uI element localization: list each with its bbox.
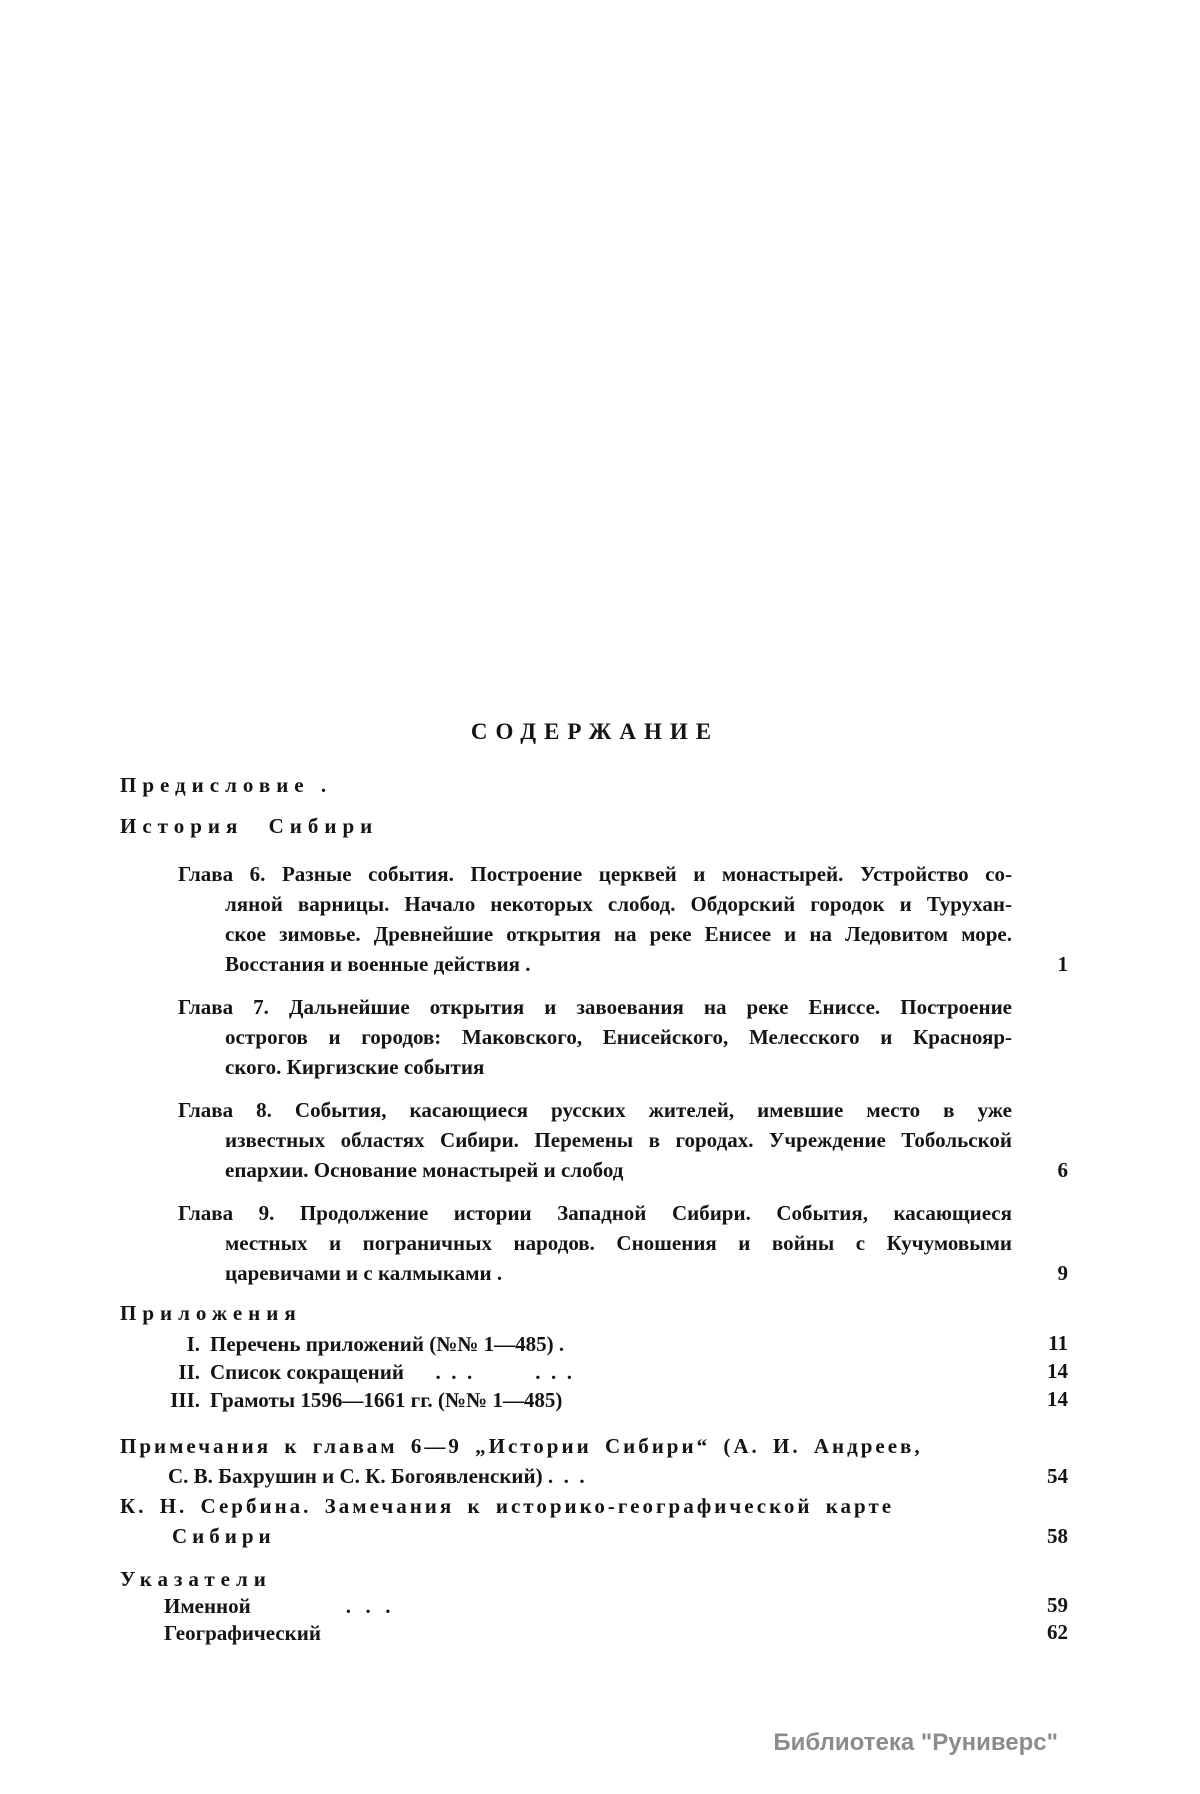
- page-number: 14: [1047, 1359, 1068, 1383]
- roman-numeral: III.: [170, 1388, 200, 1412]
- toc-entry-notes: [120, 1431, 1070, 1491]
- chapter-line: Глава 6. Разные события. Построение церквей и монастырей. Устройство со-: [178, 862, 1012, 886]
- appendices-section-title: Приложения: [120, 1301, 302, 1325]
- appendix-list: [120, 1330, 1070, 1414]
- appendix-label: Список сокращений . . . . . .: [210, 1360, 572, 1384]
- chapter-line: ляной варницы. Начало некоторых слобод. Обдорский городок и Турухан-: [225, 892, 1012, 916]
- appendix-item-1: [120, 1330, 1070, 1358]
- history-label: История Сибири: [120, 814, 379, 838]
- table-of-contents: [120, 719, 1070, 1647]
- chapter-line: Восстания и военные действия .: [225, 952, 531, 976]
- toc-entry-chapter-6: [120, 859, 1070, 979]
- chapter-6-text: [120, 859, 1012, 979]
- chapter-line: епархии. Основание монастырей и слобод: [225, 1158, 624, 1182]
- page-number: 9: [1057, 1261, 1068, 1285]
- chapter-line: острогов и городов: Маковского, Енисейского, Мелесского и Краснояр-: [225, 1025, 1012, 1049]
- chapter-line: Глава 7. Дальнейшие открытия и завоевания на реке Ениссе. Построение: [178, 995, 1012, 1019]
- page-number: 54: [1047, 1464, 1068, 1488]
- page-number: 58: [1047, 1524, 1068, 1548]
- chapter-line: ского. Киргизские события: [225, 1055, 485, 1079]
- chapter-line: ское зимовье. Древнейшие открытия на реке Енисее и на Ледовитом море.: [225, 922, 1012, 946]
- toc-entry-preface: [120, 772, 1070, 798]
- appendix-item-3: [120, 1386, 1070, 1414]
- dot-leaders: . . .: [345, 1594, 393, 1618]
- chapter-8-text: [120, 1095, 1012, 1185]
- appendix-label: Перечень приложений (№№ 1—485) .: [210, 1332, 565, 1356]
- chapter-line: Глава 9. Продолжение истории Западной Сибири. События, касающиеся: [178, 1201, 1012, 1225]
- indexes-section-title: Указатели: [120, 1567, 272, 1591]
- page-number: 11: [1048, 1331, 1068, 1355]
- chapter-line: известных областях Сибири. Перемены в городах. Учреждение Тобольской: [225, 1128, 1012, 1152]
- chapter-line: Глава 8. События, касающиеся русских жителей, имевшие место в уже: [178, 1098, 1012, 1122]
- index-label: Географический: [164, 1621, 321, 1645]
- toc-entry-chapter-9: [120, 1198, 1070, 1288]
- notes-line: Примечания к главам 6—9 „Истории Сибири“ (А. И. Андреев,: [120, 1434, 923, 1458]
- page-number: 59: [1047, 1593, 1068, 1617]
- map-note-line: Сибири: [172, 1524, 276, 1548]
- appendix-item-2: [120, 1358, 1070, 1386]
- index-label: Именной: [164, 1594, 251, 1618]
- toc-entry-map-note: [120, 1491, 1070, 1551]
- toc-entry-chapter-8: [120, 1095, 1070, 1185]
- map-note-line: К. Н. Сербина. Замечания к историко-географической карте: [120, 1494, 895, 1518]
- index-item-geographic: [120, 1620, 1070, 1647]
- runivers-watermark: Библиотека "Руниверс": [773, 1729, 1058, 1756]
- toc-entry-chapter-7: [120, 992, 1070, 1082]
- page-number: 62: [1047, 1620, 1068, 1644]
- page-title: СОДЕРЖАНИЕ: [470, 719, 720, 744]
- roman-numeral: I.: [186, 1332, 200, 1356]
- page-number: 14: [1047, 1387, 1068, 1411]
- preface-label: Предисловие .: [120, 773, 333, 797]
- notes-line: С. В. Бахрушин и С. К. Богоявленский) . . .: [168, 1464, 585, 1488]
- appendix-label: Грамоты 1596—1661 гг. (№№ 1—485): [210, 1388, 563, 1412]
- index-item-names: [120, 1593, 1070, 1620]
- chapter-9-text: [120, 1198, 1012, 1288]
- roman-numeral: II.: [178, 1360, 200, 1384]
- toc-entry-history-of-siberia: [120, 813, 1070, 839]
- chapter-line: царевичами и с калмыками .: [225, 1261, 503, 1285]
- page-number: 1: [1057, 952, 1068, 976]
- chapter-7-text: [120, 992, 1012, 1082]
- page-number: 6: [1057, 1158, 1068, 1182]
- chapter-line: местных и пограничных народов. Сношения и войны с Кучумовыми: [225, 1231, 1012, 1255]
- index-list: [120, 1593, 1070, 1647]
